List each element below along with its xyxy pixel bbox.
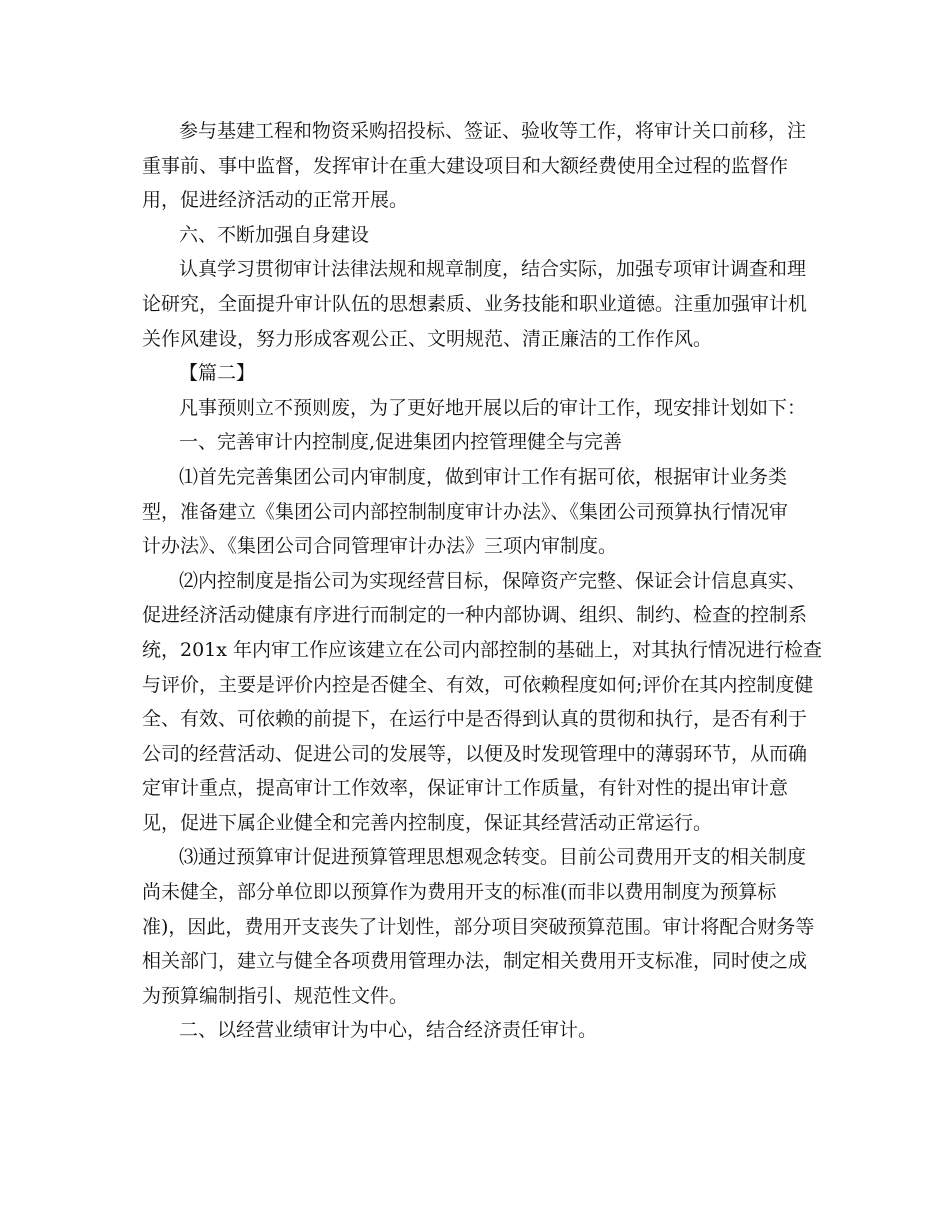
text-line: ⑵内控制度是指公司为实现经营目标，保障资产完整、保证会计信息真实、 — [179, 569, 807, 592]
text-line: 公司的经营活动、促进公司的发展等，以便及时发现管理中的薄弱环节，从而确 — [142, 742, 808, 765]
text-line: 重事前、事中监督，发挥审计在重大建设项目和大额经费使用全过程的监督作 — [142, 154, 789, 177]
text-line: 六、不断加强自身建设 — [179, 223, 370, 246]
text-line: 全、有效、可依赖的前提下，在运行中是否得到认真的贯彻和执行，是否有利于 — [142, 708, 808, 731]
text-line: 统，201x 年内审工作应该建立在公司内部控制的基础上，对其执行情况进行检查 — [142, 638, 823, 661]
text-line: 用，促进经济活动的正常开展。 — [142, 189, 409, 212]
paragraph-item-2 — [142, 564, 823, 841]
paragraph-intro-plan — [142, 391, 812, 426]
text-line: 认真学习贯彻审计法律法规和规章制度，结合实际，加强专项审计调查和理 — [179, 258, 807, 281]
part-two-heading — [142, 356, 812, 391]
section-heading-six — [142, 218, 812, 253]
text-line: 参与基建工程和物资采购招投标、签证、验收等工作，将审计关口前移，注 — [179, 120, 807, 142]
text-line: 与评价，主要是评价内控是否健全、有效，可依赖程度如何;评价在其内控制度健 — [142, 673, 814, 696]
text-line: 为预算编制指引、规范性文件。 — [142, 984, 409, 1007]
paragraph-audit-gateway — [142, 114, 812, 218]
text-line: 型，准备建立《集团公司内部控制制度审计办法》、《集团公司预算执行情况审 — [142, 500, 789, 523]
paragraph-item-3 — [142, 840, 815, 1013]
section-heading-two — [142, 1013, 812, 1048]
text-line: 促进经济活动健康有序进行而制定的一种内部协调、组织、制约、检查的控制系 — [142, 604, 808, 627]
text-line: 凡事预则立不预则废，为了更好地开展以后的审计工作，现安排计划如下： — [179, 396, 807, 419]
paragraph-self-building — [142, 252, 812, 356]
text-line: 一、完善审计内控制度,促进集团内控管理健全与完善 — [179, 431, 623, 454]
text-line: 论研究，全面提升审计队伍的思想素质、业务技能和职业道德。注重加强审计机 — [142, 292, 808, 315]
document-body — [142, 114, 823, 1048]
text-line: 相关部门，建立与健全各项费用管理办法，制定相关费用开支标准，同时使之成 — [142, 950, 808, 973]
text-line: 准)，因此，费用开支丧失了计划性，部分项目突破预算范围。审计将配合财务等 — [142, 915, 815, 938]
text-line: 关作风建设，努力形成客观公正、文明规范、清正廉洁的工作作风。 — [142, 327, 713, 350]
section-heading-one — [142, 425, 812, 460]
text-line: 计办法》、《集团公司合同管理审计办法》三项内审制度。 — [142, 535, 618, 558]
text-line: 定审计重点，提高审计工作效率，保证审计工作质量，有针对性的提出审计意 — [142, 777, 789, 800]
text-line: ⑴首先完善集团公司内审制度，做到审计工作有据可依，根据审计业务类 — [179, 465, 788, 488]
text-line: ⑶通过预算审计促进预算管理思想观念转变。目前公司费用开支的相关制度 — [179, 846, 807, 869]
text-line: 【篇二】 — [179, 362, 256, 385]
text-line: 见，促进下属企业健全和完善内控制度，保证其经营活动正常运行。 — [142, 811, 713, 834]
text-line: 二、以经营业绩审计为中心，结合经济责任审计。 — [179, 1019, 598, 1042]
text-line: 尚未健全，部分单位即以预算作为费用开支的标准(而非以费用制度为预算标 — [142, 881, 777, 904]
paragraph-item-1 — [142, 460, 812, 564]
